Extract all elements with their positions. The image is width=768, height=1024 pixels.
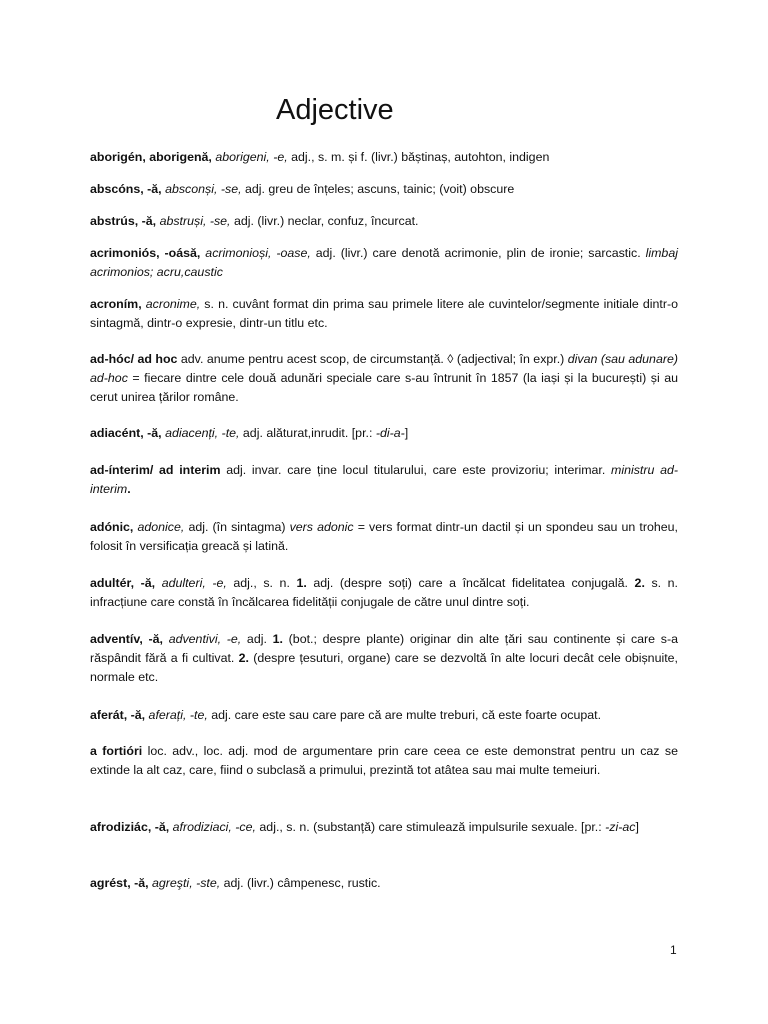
entry-italic-text: adonice, [137, 520, 185, 534]
entry-headword: afrodiziác, -ă, [90, 820, 170, 834]
dictionary-entry [90, 518, 678, 556]
dictionary-entry [90, 180, 678, 199]
entry-headword: ad-hóc/ ad hoc [90, 352, 178, 366]
dictionary-entry [90, 874, 678, 893]
entry-text: (despre țesuturi, organe) care se dezvoltă în alte locuri decât cele obișnuite, normale etc. [90, 651, 678, 684]
entry-text: adj. (livr.) câmpenesc, rustic. [220, 876, 381, 890]
entry-text: adj., s. n. (substanță) care stimulează impulsurile sexuale. [pr.: [255, 820, 606, 834]
entry-italic-text: aborigeni, -e, [215, 150, 288, 164]
entry-text: adv. anume pentru acest scop, de circumstanță. ◊ (adjectival; în expr.) [177, 352, 568, 366]
entry-headword: adónic, [90, 520, 134, 534]
entry-text: adj., s. n. [226, 576, 297, 590]
entry-text: adj. [241, 632, 273, 646]
entry-text: s. n. cuvânt format din prima sau primele litere ale cuvintelor/segmente initiale dintr-o sintagmă, dintr-o expresie, dintr-un titlu etc. [90, 297, 678, 330]
entry-italic-text: afrodiziaci, -ce, [172, 820, 256, 834]
entry-italic-text: adulteri, -e, [161, 576, 227, 590]
entry-text: loc. adv., loc. adj. mod de argumentare prin care ceea ce este demonstrat pentru un caz se extinde la alt caz, care, fiind o subclasă a primului, prezintă tot atâtea sau mai multe temeiuri. [90, 744, 678, 777]
entry-text: adj., s. m. și f. (livr.) băștinaș, autohton, indigen [287, 150, 550, 164]
entry-italic-text: absconși, -se, [165, 182, 242, 196]
entry-headword: adventív, -ă, [90, 632, 163, 646]
dictionary-entry [90, 424, 678, 443]
entry-headword: aborigén, aborigenă, [90, 150, 212, 164]
entry-headword: 2. [238, 651, 249, 665]
dictionary-entry [90, 244, 678, 282]
dictionary-entry [90, 350, 678, 407]
dictionary-entry [90, 212, 678, 231]
entry-headword: agrést, -ă, [90, 876, 149, 890]
entry-headword: 2. [634, 576, 645, 590]
entry-italic-text: aferați, -te, [148, 708, 208, 722]
entry-text: ] [404, 426, 409, 440]
entry-headword: a fortióri [90, 744, 143, 758]
entry-italic-text: -di-a- [375, 426, 405, 440]
entry-text: (bot.; despre plante) originar din alte țări sau continente și care s-a răspândit fără a fi cultivat. [90, 632, 678, 665]
entry-text: adj. alăturat,inrudit. [pr.: [239, 426, 376, 440]
entry-italic-text: adventivi, -e, [168, 632, 242, 646]
entry-headword: 1. [296, 576, 307, 590]
dictionary-entry [90, 461, 678, 499]
entry-text: = fiecare dintre cele două adunări speciale care s-au întrunit în 1857 (la iași și la bucurești) și au cerut unirea țărilor române. [90, 371, 678, 404]
entry-italic-text: divan (sau adunare) ad-hoc [90, 352, 678, 385]
entry-text: adj. (livr.) care denotă acrimonie, plin de ironie; sarcastic. [310, 246, 646, 260]
entry-headword: abstrús, -ă, [90, 214, 157, 228]
entry-italic-text: -zi-ac [605, 820, 636, 834]
entry-headword: abscóns, -ă, [90, 182, 162, 196]
entry-headword: . [127, 482, 131, 496]
entry-headword: ad-ínterim/ ad interim [90, 463, 221, 477]
entry-text: = vers format dintr-un dactil și un spondeu sau un troheu, folosit în versificația greacă și latină. [90, 520, 678, 553]
entry-headword: acrimoniós, -oásă, [90, 246, 201, 260]
entry-italic-text: acrimonioși, -oase, [205, 246, 311, 260]
page-title: Adjective [276, 94, 394, 126]
entry-text: ] [635, 820, 639, 834]
dictionary-entry [90, 295, 678, 333]
dictionary-entry [90, 630, 678, 687]
entry-headword: aferát, -ă, [90, 708, 146, 722]
entry-italic-text: ministru ad-interim [90, 463, 678, 496]
entry-headword: adultér, -ă, [90, 576, 156, 590]
entry-italic-text: acronime, [145, 297, 201, 311]
entry-italic-text: limbaj acrimonios; acru,caustic [90, 246, 678, 279]
dictionary-entry [90, 148, 678, 167]
entry-headword: acroním, [90, 297, 142, 311]
entry-text: adj. care este sau care pare că are multe treburi, că este foarte ocupat. [207, 708, 602, 722]
entry-italic-text: vers adonic [289, 520, 354, 534]
entry-text: s. n. infracțiune care constă în încălcarea fidelității conjugale de către unul dintre soți. [90, 576, 678, 609]
entry-text: adj. (despre soți) care a încălcat fidelitatea conjugală. [306, 576, 635, 590]
entry-italic-text: agreşti, -ste, [152, 876, 221, 890]
entry-text: adj. (livr.) neclar, confuz, încurcat. [230, 214, 419, 228]
dictionary-entry [90, 818, 678, 837]
entry-italic-text: abstruși, -se, [159, 214, 231, 228]
dictionary-entry [90, 706, 678, 725]
entry-text [155, 576, 162, 590]
dictionary-entry [90, 742, 678, 780]
entry-headword: adiacént, -ă, [90, 426, 162, 440]
entry-text: adj. greu de înțeles; ascuns, tainic; (voit) obscure [241, 182, 515, 196]
dictionary-entry [90, 574, 678, 612]
page-number: 1 [670, 943, 677, 957]
entry-text: adj. invar. care ține locul titularului, care este provizoriu; interimar. [220, 463, 612, 477]
entry-italic-text: adiacenți, -te, [165, 426, 240, 440]
entry-headword: 1. [272, 632, 283, 646]
entry-text: adj. (în sintagma) [184, 520, 290, 534]
